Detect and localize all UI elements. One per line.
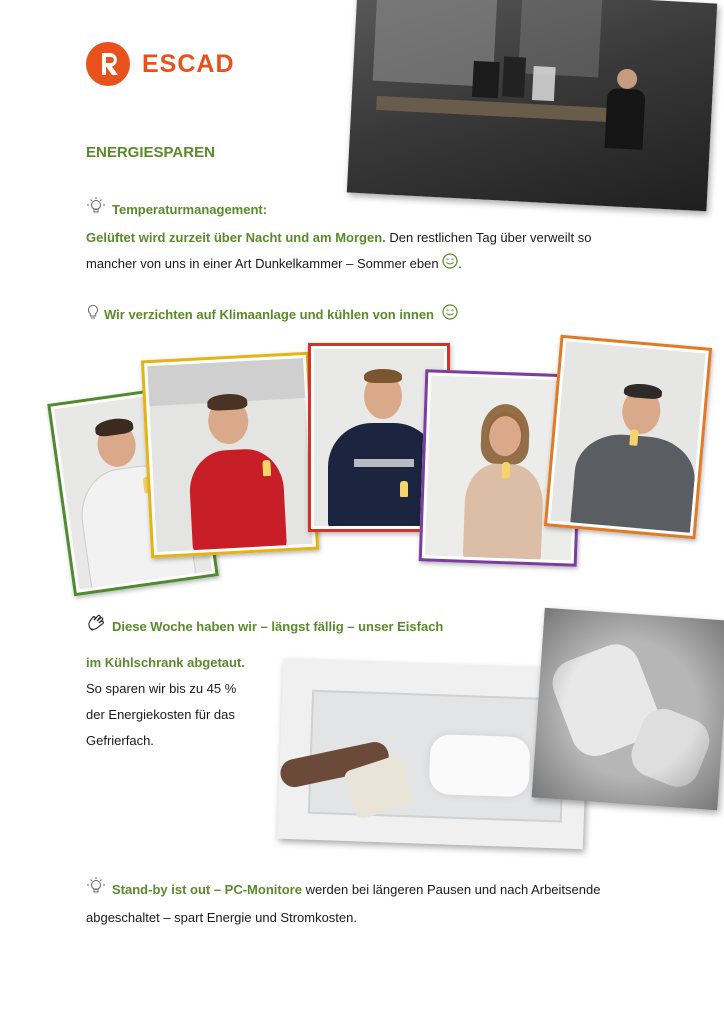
freezer-body-3: Gefrierfach. bbox=[86, 733, 154, 748]
logo-text: ESCAD bbox=[142, 50, 235, 78]
page-title: ENERGIESPAREN bbox=[86, 144, 215, 161]
lightbulb-icon bbox=[86, 196, 106, 225]
office-photo bbox=[347, 0, 717, 211]
lightbulb-icon bbox=[86, 876, 106, 905]
escad-logo-mark bbox=[86, 42, 130, 86]
lightbulb-outline-icon bbox=[86, 303, 100, 329]
temperature-rest-text: Den restlichen Tag über verweilt so bbox=[385, 230, 592, 245]
standby-bold-text: Stand-by ist out – PC-Monitore bbox=[112, 881, 302, 897]
temperature-line-2 bbox=[86, 251, 646, 278]
temperature-title-row bbox=[86, 196, 646, 225]
standby-rest-text: werden bei längeren Pausen und nach Arbeitsende bbox=[301, 881, 601, 897]
standby-line-2: abgeschaltet – spart Energie und Stromkosten. bbox=[86, 910, 357, 925]
freezer-title-2: im Kühlschrank abgetaut. bbox=[86, 655, 245, 670]
temperature-line-2-text: mancher von uns in einer Art Dunkelkammer – Sommer eben bbox=[86, 256, 439, 271]
section-temperature bbox=[86, 196, 646, 278]
standby-line-1 bbox=[86, 876, 646, 905]
smiley-icon bbox=[442, 252, 458, 278]
section-cooling bbox=[86, 302, 646, 329]
smiley-icon bbox=[442, 303, 458, 329]
freezer-body-1: So sparen wir bis zu 45 % bbox=[86, 681, 237, 696]
section-standby bbox=[86, 876, 646, 931]
freezer-body-2: der Energiekosten für das bbox=[86, 707, 235, 722]
clapping-hand-icon bbox=[86, 613, 106, 642]
temperature-line-1 bbox=[86, 225, 646, 251]
photo-colleague-yellow bbox=[141, 352, 319, 559]
ice-block-photo bbox=[532, 608, 724, 811]
temperature-title: Temperaturmanagement: bbox=[112, 201, 268, 217]
logo-r-icon bbox=[86, 42, 130, 86]
photo-colleague-orange bbox=[544, 335, 712, 540]
temperature-line-2-end: . bbox=[458, 256, 462, 271]
freezer-title-1: Diese Woche haben wir – längst fällig – unser Eisfach bbox=[112, 618, 444, 634]
cooling-title: Wir verzichten auf Klimaanlage und kühlen von innen bbox=[104, 307, 434, 322]
temperature-bold-text: Gelüftet wird zurzeit über Nacht und am Morgen. bbox=[86, 230, 386, 245]
freezer-title-row-1 bbox=[86, 613, 466, 642]
